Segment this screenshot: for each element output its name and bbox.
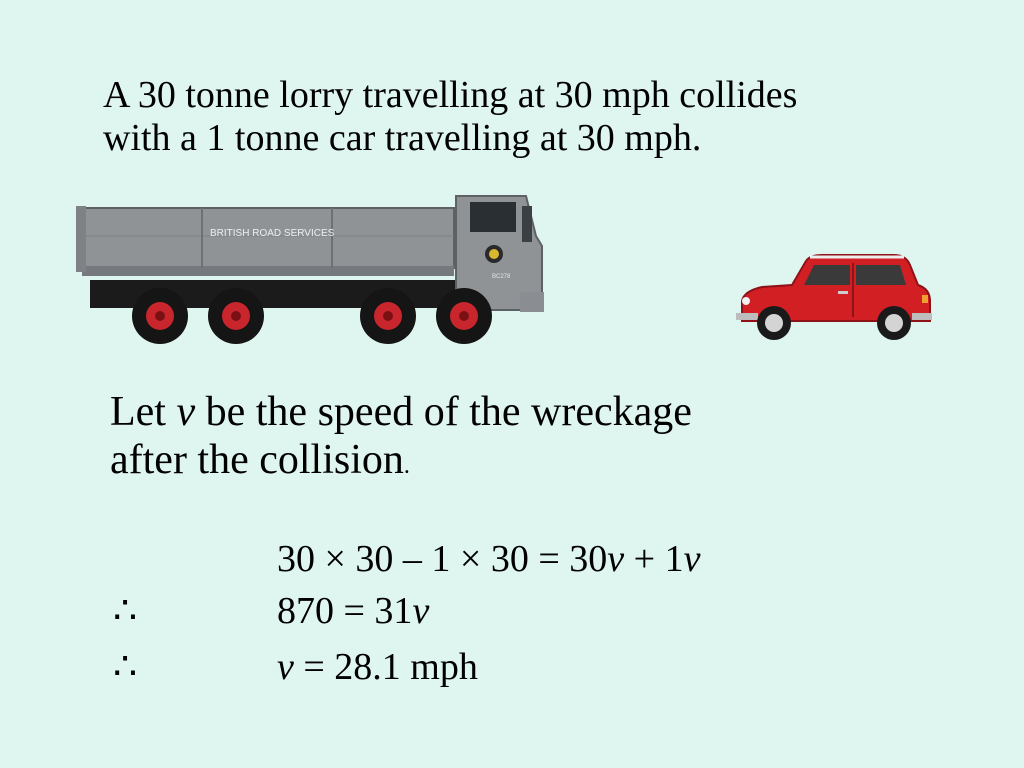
eq1-part1: 30 × 30 – 1 × 30 = 30 <box>277 538 608 580</box>
eq2-var1: v <box>412 590 430 632</box>
eq1-var1: v <box>607 538 625 580</box>
therefore-symbol-2: ∴ <box>113 646 138 688</box>
equation-row-3 <box>0 643 1024 691</box>
car-image <box>734 251 934 343</box>
therefore-symbol-1: ∴ <box>113 590 138 632</box>
equation-row-1-expression <box>277 535 700 583</box>
definition-text <box>110 388 692 490</box>
let-word: Let <box>110 389 177 435</box>
equation-row-2 <box>0 587 1024 635</box>
definition-line-2 <box>110 436 692 490</box>
definition-line-2-text: after the collision <box>110 437 404 483</box>
eq1-var2: v <box>683 538 701 580</box>
lorry-image <box>74 188 549 346</box>
eq3-part1: = 28.1 mph <box>293 646 478 688</box>
equation-row-2-expression <box>277 587 429 635</box>
definition-line-1 <box>110 388 692 436</box>
eq3-var1: v <box>277 646 294 688</box>
eq1-part2: + 1 <box>624 538 684 580</box>
definition-rest: be the speed of the wreckage <box>195 389 692 435</box>
definition-period: . <box>403 453 410 479</box>
variable-v: v <box>176 389 196 435</box>
problem-line-1: A 30 tonne lorry travelling at 30 mph collides <box>103 74 798 116</box>
problem-statement <box>103 74 983 160</box>
equation-row-3-expression <box>277 643 478 691</box>
eq2-part1: 870 = 31 <box>277 590 413 632</box>
equation-row-1 <box>0 535 1024 583</box>
problem-line-2: with a 1 tonne car travelling at 30 mph. <box>103 117 702 159</box>
lorry-plate-text: BC278 <box>492 274 511 280</box>
lorry-side-text: BRITISH ROAD SERVICES <box>210 228 335 239</box>
